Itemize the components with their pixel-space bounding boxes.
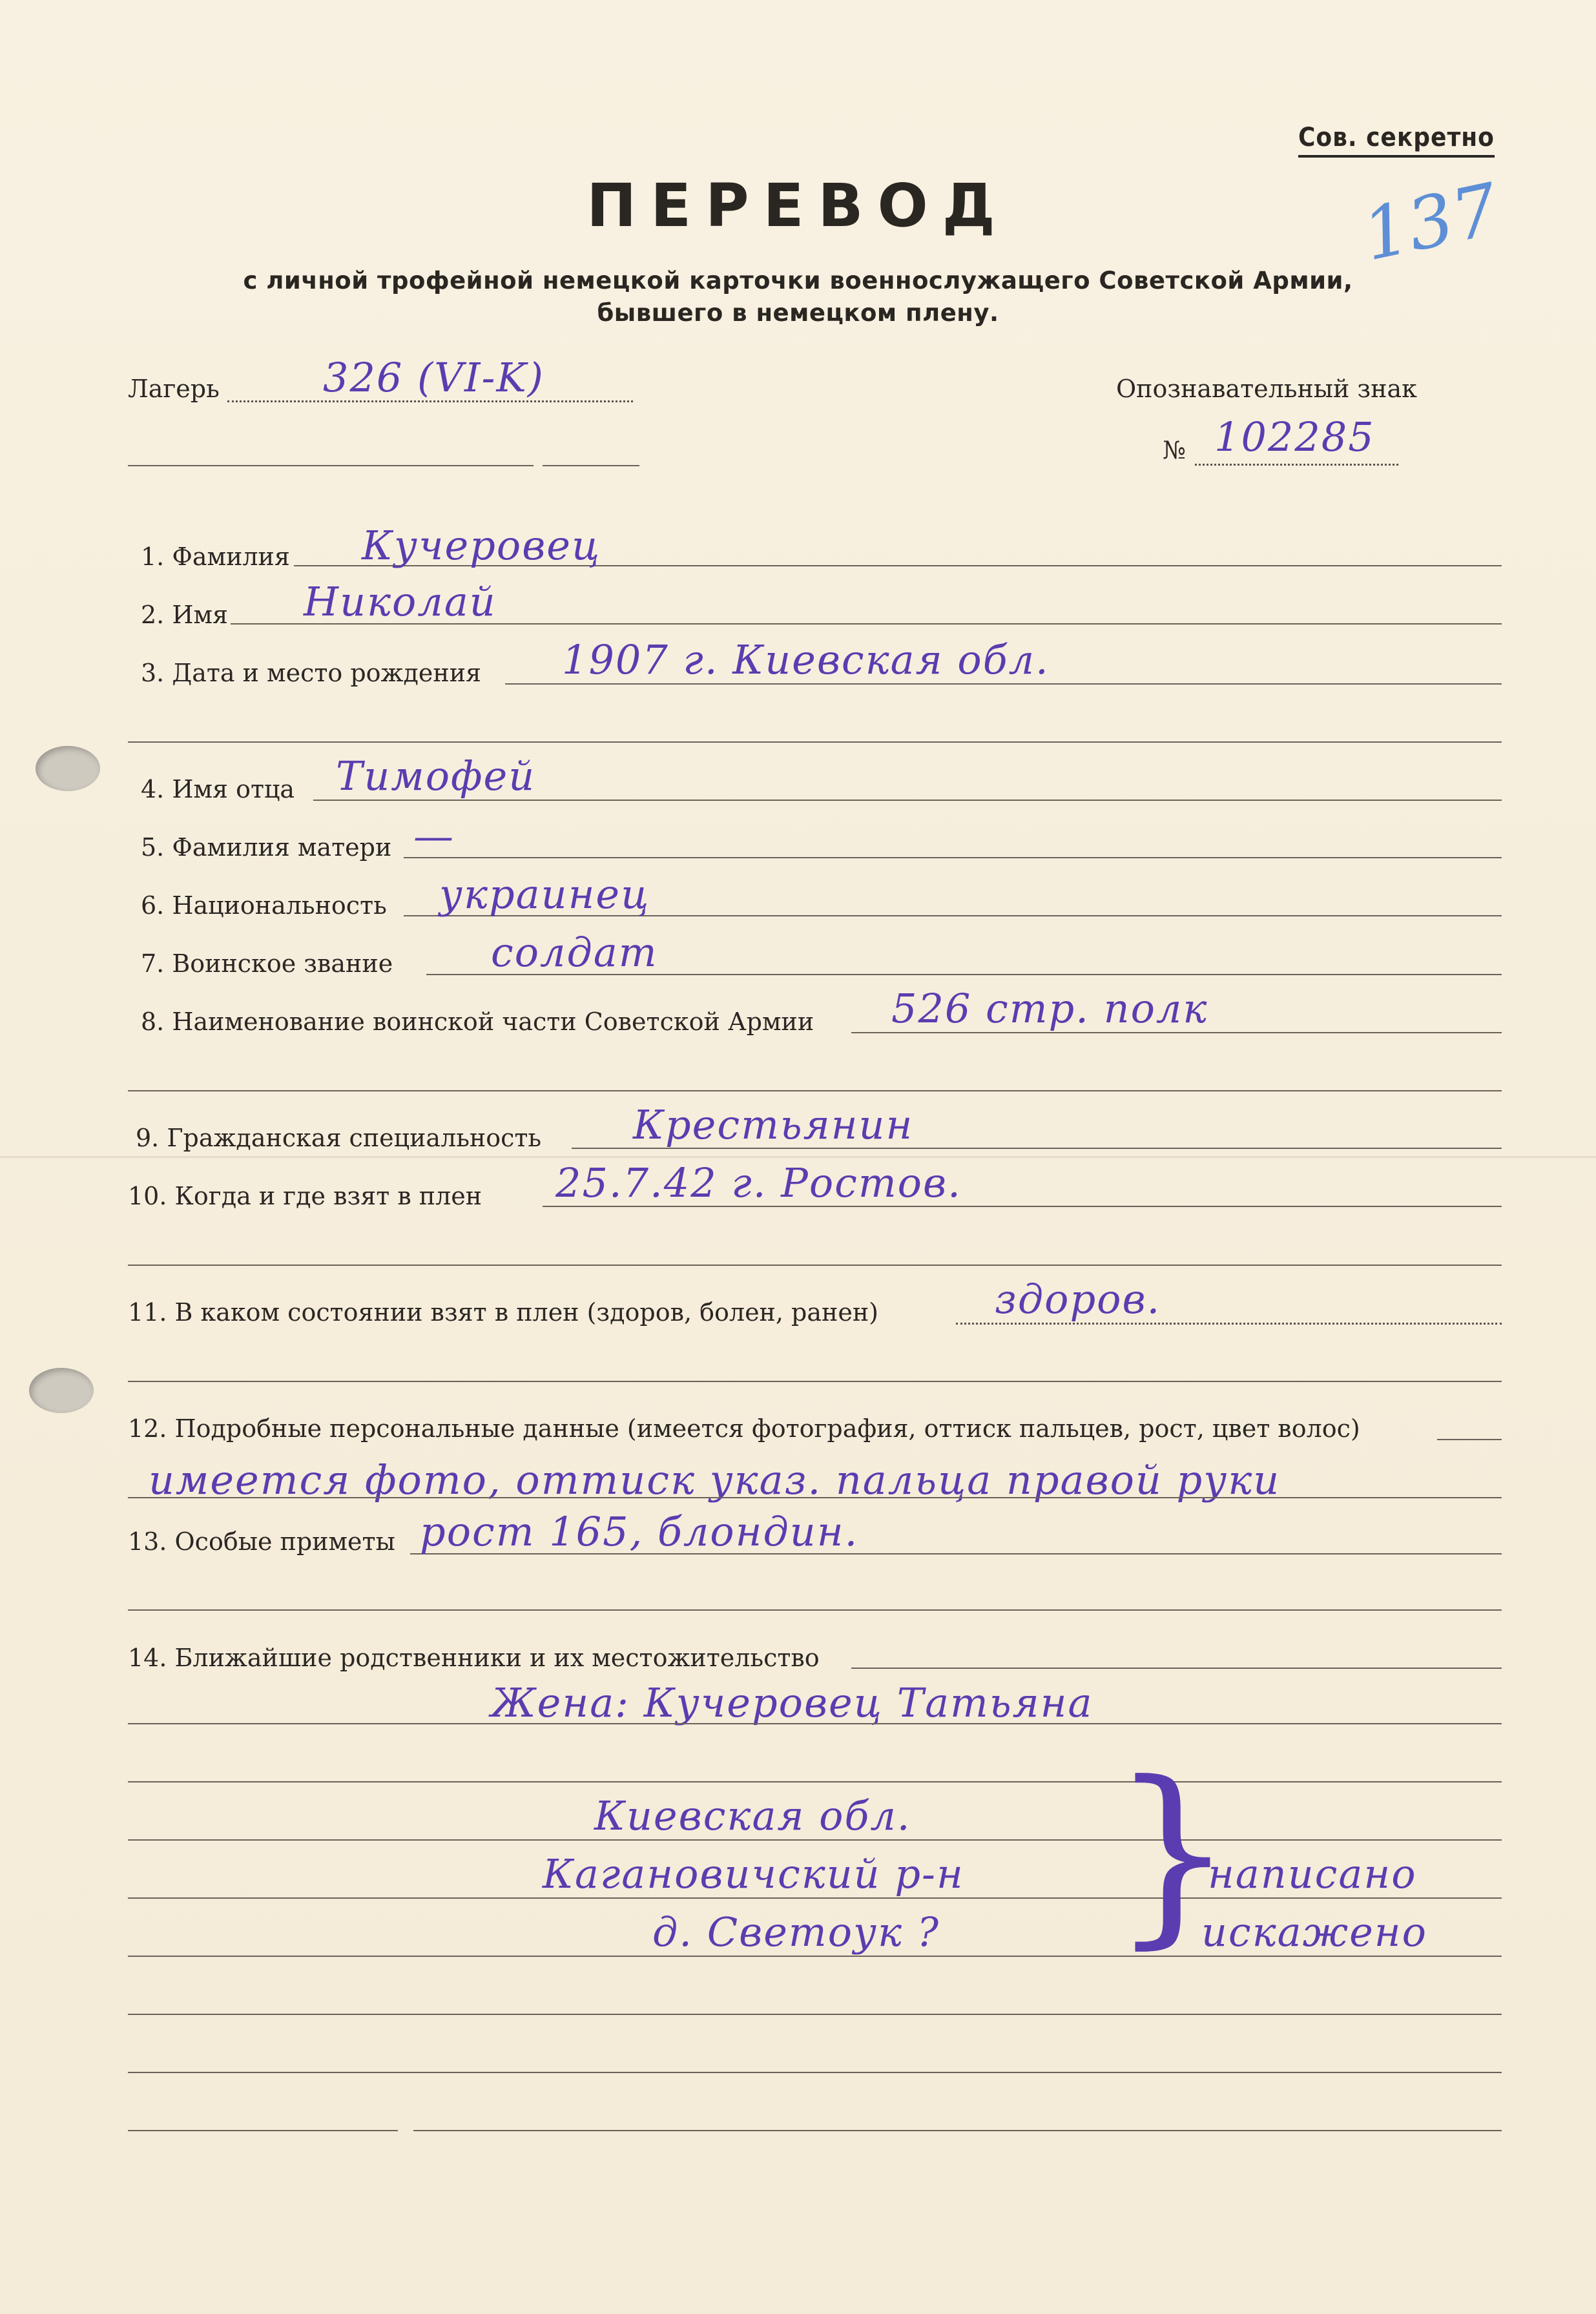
field-13-value: рост 165, блондин. bbox=[420, 1508, 859, 1555]
field-13-extra-line bbox=[128, 1609, 1502, 1611]
field-10-value: 25.7.42 г. Ростов. bbox=[555, 1159, 962, 1206]
field-9-value: Крестьянин bbox=[633, 1101, 914, 1148]
field-8-extra-line bbox=[128, 1090, 1502, 1091]
camp-extra-line bbox=[128, 465, 534, 466]
field-8-line bbox=[851, 1032, 1502, 1033]
field-12-line bbox=[1437, 1439, 1502, 1440]
camp-extra-line-2 bbox=[543, 465, 639, 466]
field-9-label: 9. Гражданская специальность bbox=[136, 1124, 542, 1152]
relatives-note-written: написано bbox=[1208, 1850, 1417, 1897]
field-11-value: здоров. bbox=[995, 1276, 1161, 1323]
classification-stamp: Сов. секретно bbox=[1298, 123, 1495, 158]
field-13-label: 13. Особые приметы bbox=[128, 1527, 395, 1556]
relatives-address-1: Киевская обл. bbox=[594, 1792, 911, 1839]
field-11-line bbox=[956, 1323, 1502, 1325]
punch-hole bbox=[36, 746, 100, 791]
field-3-line bbox=[505, 683, 1502, 685]
camp-value: 326 (VI-K) bbox=[323, 354, 544, 401]
relatives-brace: } bbox=[1111, 1741, 1234, 1966]
field-1-value: Кучеровец bbox=[362, 522, 601, 569]
field-4-label: 4. Имя отца bbox=[141, 775, 295, 803]
field-11-extra-line bbox=[128, 1381, 1502, 1382]
relatives-line-7 bbox=[128, 2072, 1502, 2073]
field-2-value: Николай bbox=[304, 578, 497, 625]
field-10-label: 10. Когда и где взят в плен bbox=[128, 1182, 482, 1210]
field-12-label: 12. Подробные персональные данные (имеется фотография, оттиск пальцев, рост, цвет волос) bbox=[128, 1414, 1360, 1443]
field-5-value: — bbox=[413, 812, 455, 860]
field-1-label: 1. Фамилия bbox=[141, 542, 290, 571]
id-tag-label: Опознавательный знак bbox=[1116, 375, 1417, 403]
id-tag-line bbox=[1195, 464, 1398, 466]
relatives-line-8b bbox=[413, 2130, 1502, 2131]
field-14-label: 14. Ближайшие родственники и их местожительство bbox=[128, 1644, 820, 1672]
id-tag-value: 102285 bbox=[1214, 413, 1375, 460]
document-subtitle bbox=[0, 265, 1596, 329]
relatives-line-4 bbox=[128, 1897, 1502, 1899]
id-tag-no-label: № bbox=[1163, 436, 1186, 464]
relatives-line-3 bbox=[128, 1839, 1502, 1841]
field-7-label: 7. Воинское звание bbox=[141, 949, 393, 978]
field-10-extra-line bbox=[128, 1265, 1502, 1266]
relatives-line-5 bbox=[128, 1956, 1502, 1957]
field-4-value: Тимофей bbox=[336, 752, 536, 800]
relatives-address-3: д. Светоук ? bbox=[652, 1908, 940, 1956]
field-5-label: 5. Фамилия матери bbox=[141, 833, 392, 862]
field-3-extra-line bbox=[128, 741, 1502, 743]
field-2-label: 2. Имя bbox=[141, 601, 229, 629]
relatives-line-8a bbox=[128, 2130, 398, 2131]
subtitle-line-1: с личной трофейной немецкой карточки военнослужащего Советской Армии, bbox=[243, 267, 1353, 294]
relatives-line-1 bbox=[128, 1723, 1502, 1724]
field-3-value: 1907 г. Киевская обл. bbox=[562, 636, 1050, 683]
relatives-note-distorted: искажено bbox=[1201, 1908, 1427, 1956]
relatives-address-2: Кагановичский р-н bbox=[543, 1850, 964, 1897]
punch-hole bbox=[29, 1368, 94, 1413]
field-11-label: 11. В каком состоянии взят в плен (здоров, болен, ранен) bbox=[128, 1298, 878, 1327]
relatives-line-2 bbox=[128, 1781, 1502, 1782]
relatives-spouse: Жена: Кучеровец Татьяна bbox=[491, 1679, 1093, 1726]
field-14-line bbox=[851, 1668, 1502, 1669]
field-6-value: украинец bbox=[439, 871, 650, 918]
subtitle-line-2: бывшего в немецком плену. bbox=[597, 299, 999, 327]
field-5-line bbox=[404, 857, 1502, 858]
relatives-line-6 bbox=[128, 2014, 1502, 2015]
field-7-value: солдат bbox=[491, 929, 658, 976]
field-8-label: 8. Наименование воинской части Советской Армии bbox=[141, 1007, 814, 1036]
camp-label: Лагерь bbox=[128, 375, 220, 403]
field-8-value: 526 стр. полк bbox=[891, 985, 1208, 1032]
document-title: ПЕРЕВОД bbox=[586, 171, 1010, 240]
field-12-value: имеется фото, оттиск указ. пальца правой руки bbox=[149, 1456, 1281, 1503]
field-12-extra-line bbox=[128, 1497, 1502, 1498]
fold-crease bbox=[0, 1156, 1596, 1158]
blue-handwritten-number: 137 bbox=[1355, 167, 1506, 277]
field-6-label: 6. Национальность bbox=[141, 891, 387, 920]
field-4-line bbox=[313, 800, 1502, 801]
field-3-label: 3. Дата и место рождения bbox=[141, 659, 482, 687]
